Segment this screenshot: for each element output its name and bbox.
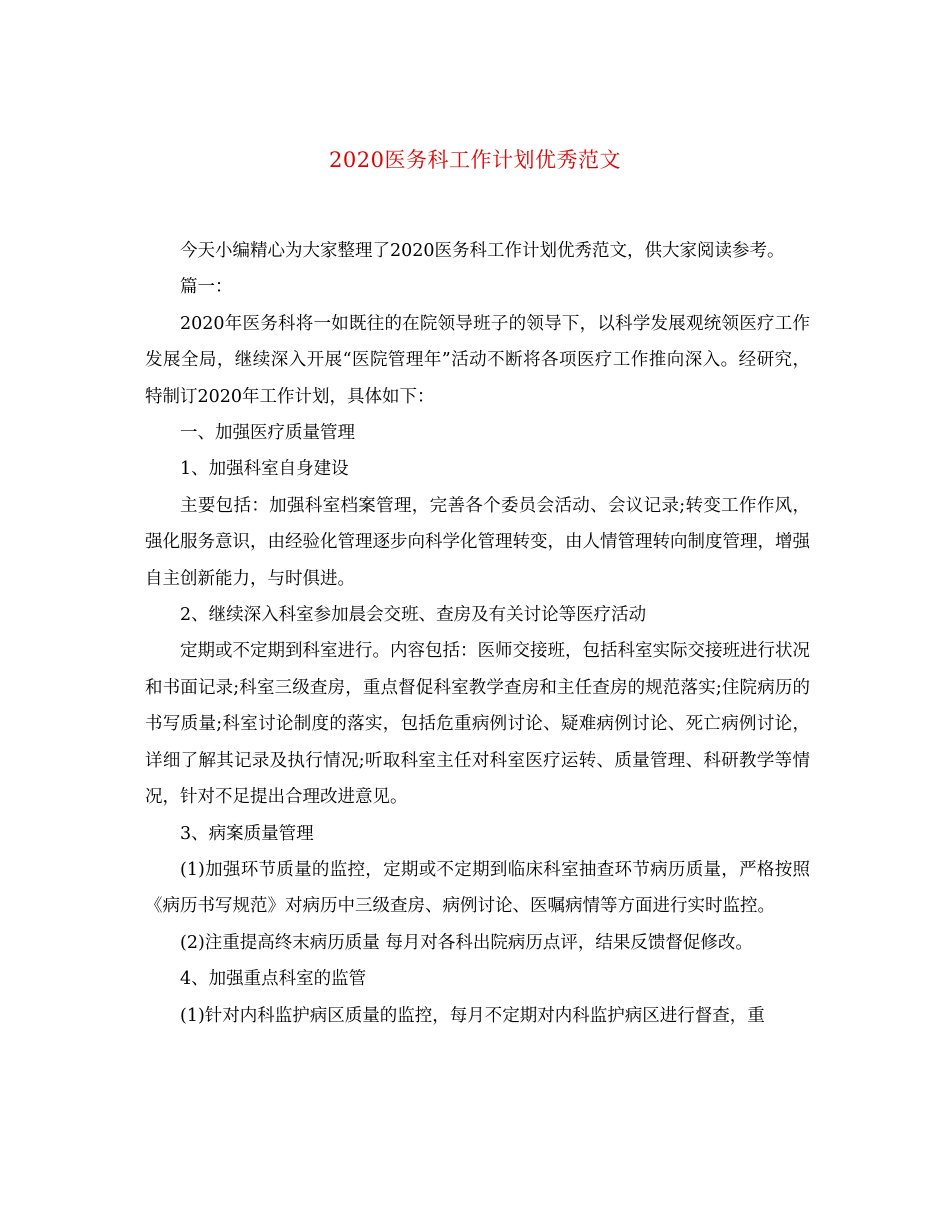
subheading-rounds-participation: 2、继续深入科室参加晨会交班、查房及有关讨论等医疗活动 — [180, 605, 647, 626]
heading-quality-management: 一、加强医疗质量管理 — [180, 423, 355, 444]
case-record-item-2: (2)注重提高终末病历质量 每月对各科出院病历点评，结果反馈督促修改。 — [180, 932, 753, 953]
case-record-item-1: (1)加强环节质量的监控，定期或不定期到临床科室抽查环节病历质量，严格按照《病历书写规范》对病历中三级查房、病例讨论、医嘱病情等方面进行实时监控。 — [145, 859, 810, 917]
document-title: 2020医务科工作计划优秀范文 — [329, 148, 621, 172]
intro-paragraph: 今天小编精心为大家整理了2020医务科工作计划优秀范文，供大家阅读参考。 — [180, 241, 785, 261]
department-building-paragraph: 主要包括：加强科室档案管理，完善各个委员会活动、会议记录;转变工作作风，强化服务意识，由经验化管理逐步向科学化管理转变，由人情管理转向制度管理，增强自主创新能力，与时俱进。 — [145, 495, 810, 589]
subheading-key-department-supervision: 4、加强重点科室的监管 — [180, 969, 367, 990]
subheading-department-building: 1、加强科室自身建设 — [180, 459, 349, 480]
subheading-case-record-quality: 3、病案质量管理 — [180, 823, 314, 844]
section-label-part-one: 篇一： — [180, 277, 233, 298]
overview-paragraph: 2020年医务科将一如既往的在院领导班子的领导下，以科学发展观统领医疗工作发展全局，继续深入开展“医院管理年”活动不断将各项医疗工作推向深入。经研究，特制订2020年工作计划，具体如下： — [145, 313, 810, 407]
rounds-participation-paragraph: 定期或不定期到科室进行。内容包括：医师交接班，包括科室实际交接班进行状况和书面记录;科室三级查房，重点督促科室教学查房和主任查房的规范落实;住院病历的书写质量;科室讨论制度的落实，包括危重病例讨论、疑难病例讨论、死亡病例讨论，详细了解其记录及执行情况;听取科室主任对科室医疗运转、质量管理、科研教学等情况，针对不足提出合理改进意见。 — [145, 641, 810, 808]
document-body — [145, 233, 810, 1034]
key-department-item-1: (1)针对内科监护病区质量的监控，每月不定期对内科监护病区进行督查，重 — [180, 1005, 765, 1026]
